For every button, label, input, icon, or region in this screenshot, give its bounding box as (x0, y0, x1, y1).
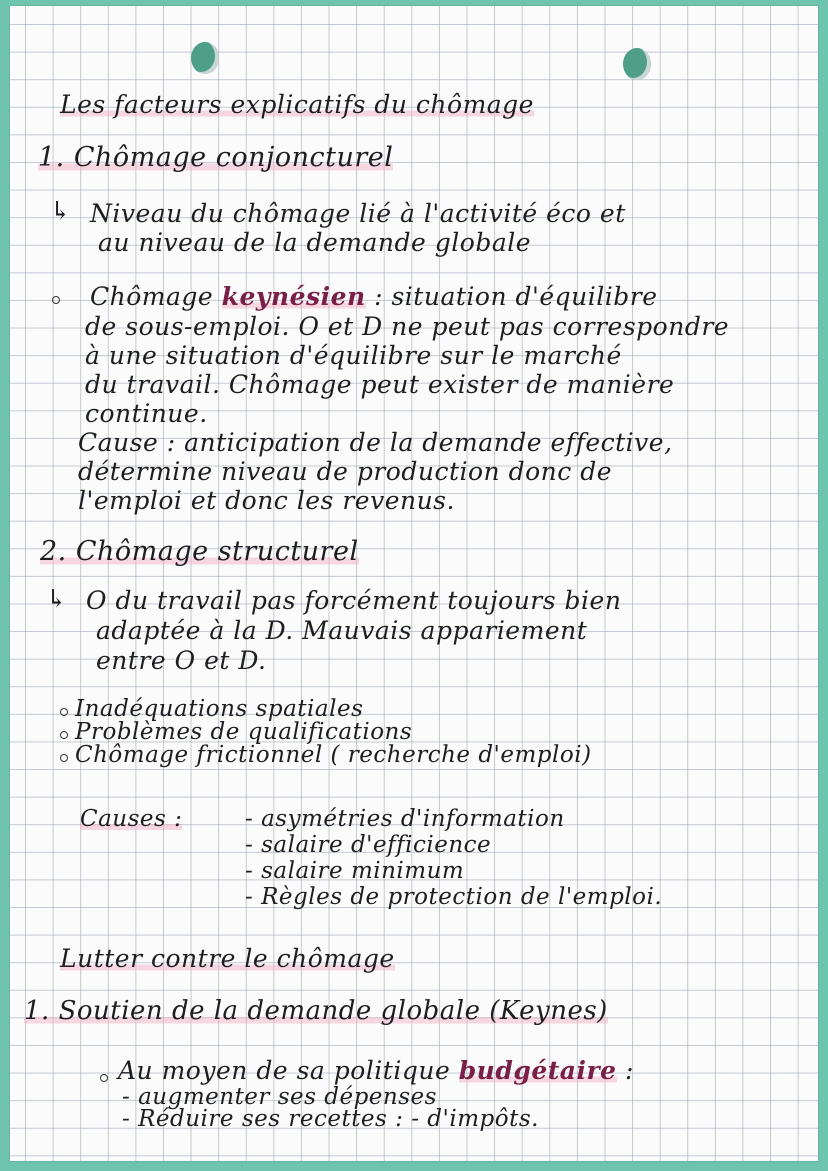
note-line: au niveau de la demande globale (98, 228, 532, 257)
part2-title: Lutter contre le chômage (60, 944, 395, 973)
section-heading-2: 2. Chômage structurel (40, 536, 359, 567)
body-line: du travail. Chômage peut exister de manière (85, 370, 675, 399)
body-line: Cause : anticipation de la demande effective, (78, 428, 673, 457)
note-line: adaptée à la D. Mauvais appariement (96, 616, 588, 645)
cause-item: - salaire minimum (245, 858, 465, 884)
bullet-text (118, 1056, 634, 1085)
bullet-line: : situation d'équilibre (374, 282, 658, 311)
part2-heading: 1. Soutien de la demande globale (Keynes) (24, 996, 608, 1026)
arrow-icon: ↳ (46, 584, 68, 613)
body-line: détermine niveau de production donc de (78, 457, 613, 486)
grid-paper-page (10, 6, 818, 1161)
arrow-icon: ↳ (50, 196, 72, 225)
body-line: de sous-emploi. O et D ne peut pas correspondre (85, 312, 730, 341)
note-line: Niveau du chômage lié à l'activité éco et (90, 199, 626, 228)
bullet-lead: Au moyen de sa politique (118, 1056, 451, 1085)
section-heading-1: 1. Chômage conjoncturel (38, 142, 394, 173)
bullet-icon (60, 754, 68, 762)
bullet-icon (60, 708, 68, 716)
body-line: à une situation d'équilibre sur le marché (85, 341, 622, 370)
body-line: l'emploi et donc les revenus. (78, 486, 455, 515)
keyword-keynesien: keynésien (221, 282, 366, 311)
body-line: continue. (85, 399, 208, 428)
bullet-tail: : (625, 1056, 634, 1085)
bullet-item: Inadéquations spatiales (75, 696, 364, 722)
note-line: entre O et D. (96, 646, 267, 675)
cause-item: - Règles de protection de l'emploi. (245, 884, 663, 910)
keyword-budgetaire: budgétaire (458, 1056, 617, 1085)
note-line: O du travail pas forcément toujours bien (86, 586, 622, 615)
page-title: Les facteurs explicatifs du chômage (60, 90, 534, 119)
cause-item: - asymétries d'information (245, 806, 565, 832)
bullet-icon (52, 296, 60, 304)
bullet-icon (60, 731, 68, 739)
policy-item: - augmenter ses dépenses (122, 1084, 437, 1110)
policy-item: - Réduire ses recettes : - d'impôts. (122, 1106, 539, 1132)
bullet-lead: Chômage (90, 282, 214, 311)
punch-hole-right (623, 48, 651, 80)
bullet-item: Problèmes de qualifications (75, 719, 413, 745)
bullet-text (90, 282, 658, 311)
cause-item: - salaire d'efficience (245, 832, 492, 858)
punch-hole-left (191, 42, 219, 74)
bullet-icon (100, 1074, 108, 1082)
causes-label: Causes : (80, 806, 183, 832)
bullet-item: Chômage frictionnel ( recherche d'emploi) (75, 742, 592, 768)
